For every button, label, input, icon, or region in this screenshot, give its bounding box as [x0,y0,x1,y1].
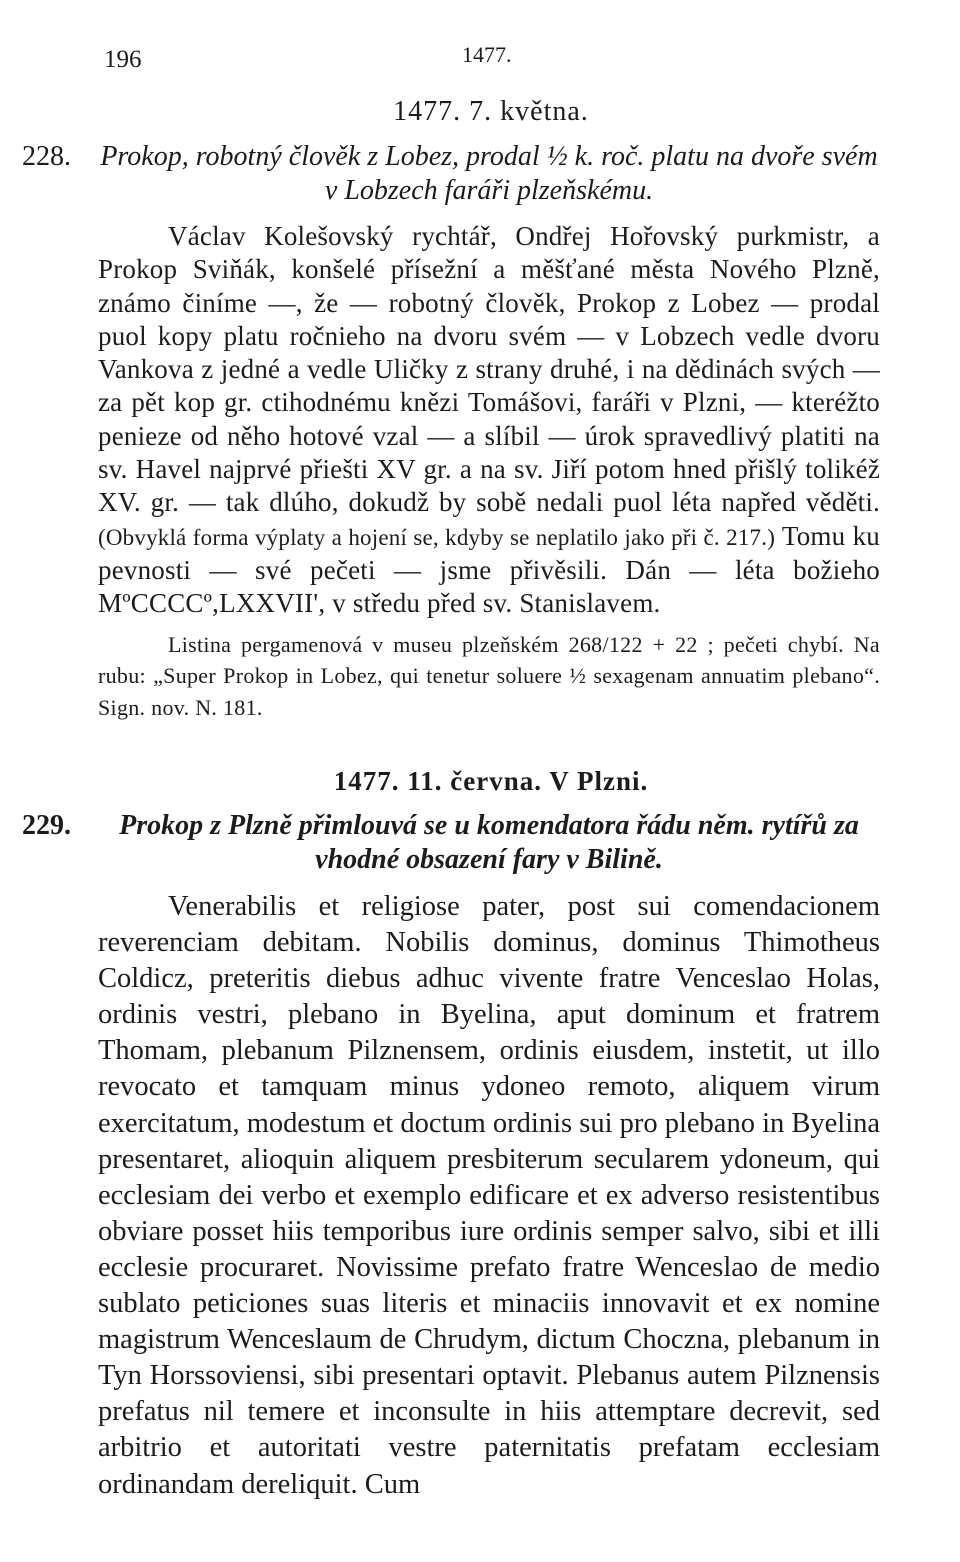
regest-text: Prokop z Plzně přimlouvá se u komendatora řádu něm. rytířů za vhodné obsazení fary v Bilině. [119,810,859,875]
document-229 [22,766,881,1503]
regest-text: Prokop, robotný člověk z Lobez, prodal ½ k. roč. platu na dvoře svém v Lobzech faráři plzeňskému. [100,141,878,206]
document-text [98,220,880,621]
document-text-main: Václav Kolešovský rychtář, Ondřej Hořovský purkmistr, a Prokop Sviňák, konšelé přísežní a měšťané města Nového Plzně, známo činíme —, že — robotný člověk, Prokop z Lobez — prodal puol kopy platu ročnieho na dvoru svém — v Lobzech vedle dvoru Vankova z jedné a vedle Uličky z strany druhé, i na dědinách svých — za pět kop gr. ctihodnému knězi Tomášovi, faráři v Plzni, — kteréžto penieze od něho hotové vzal — a slíbil — úrok spravedlivý platiti na sv. Havel najprvé přiešti XV gr. a na sv. Jiří potom hned přišlý tolikéž XV. gr. — tak dlúho, dokudž by sobě nedali puol léta napřed věděti. [98,221,880,518]
document-text-end: Tomu ku pevnosti — své pečeti — jsme přivěsili. Dán — léta božieho MºCCCCº,LXXVII', v středu před sv. Stanislavem. [98,520,880,619]
document-date: 1477. 11. června. V Plzni. [333,766,649,796]
page-number: 196 [104,46,142,73]
document-228 [22,96,880,723]
page-header [100,36,880,76]
document-regest [22,140,880,208]
document-date: 1477. 7. května. [393,96,589,127]
document-number: 229. [22,810,71,841]
document-number: 228. [22,141,71,172]
document-regest [22,809,880,877]
editor-remark: (Obvyklá forma výplaty a hojení se, kdyby se neplatilo jako při č. 217.) [98,524,776,550]
archival-note: Listina pergamenová v museu plzeňském 268/122 + 22 ; pečeti chybí. Na rubu: „Super Prokop in Lobez, qui tenetur soluere ½ sexagenam annuatim plebano“. Sign. nov. N. 181. [98,631,880,720]
document-text: Venerabilis et religiose pater, post sui comendacionem reverenciam debitam. Nobilis dominus, dominus Thimotheus Coldicz, preteritis diebus adhuc vivente fratre Venceslao Holas, ordinis vestri, plebano in Byelina, aput dominum et fratrem Thomam, plebanum Pilznensem, ordinis eiusdem, instetit, ut illo revocato et tamquam minus ydoneo remoto, aliquem virum exercitatum, modestum et doctum ordinis sui pro plebano in Byelina presentaret, alioquin aliquem presbiterum secularem ydoneum, qui ecclesiam dei verbo et exemplo edificare et ex adverso resistentibus obviare posset hiis temporibus iure ordinis semper salvo, sibi et illi ecclesie procuraret. Novissime prefato fratre Wenceslao de medio sublato peticiones suas literis et minaciis innovavit et ex nomine magistrum Wenceslaum de Chrudym, dictum Choczna, plebanum in Tyn Horssoviensi, sibi presentari optavit. Plebanus autem Pilznensis prefatus nil temere et inconsulte in hiis attemptare decrevit, sed arbitrio et autoritati vestre paternitatis prefatam ecclesiam ordinandam dereliquit. Cum [98,891,881,1500]
running-head: 1477. [462,42,512,67]
